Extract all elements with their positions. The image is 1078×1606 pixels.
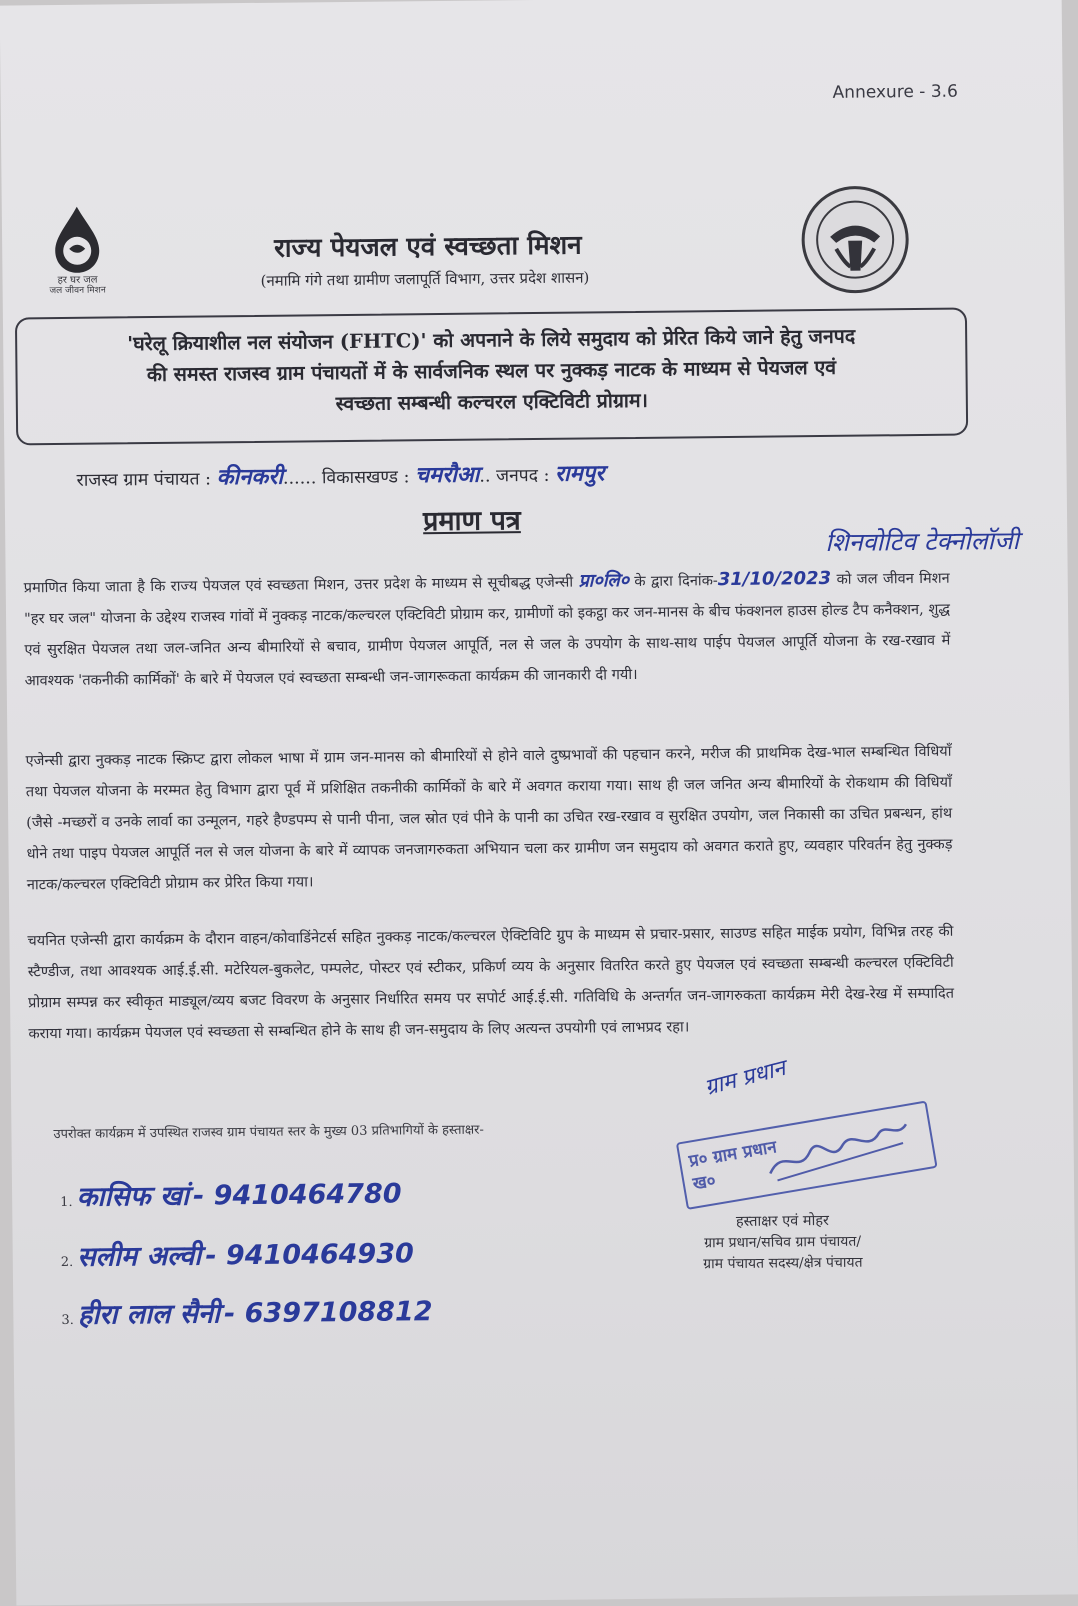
up-government-emblem: [800, 184, 911, 295]
pradhan-handwritten: ग्राम प्रधान: [702, 1055, 789, 1101]
participant-name: सलीम अल्वी: [77, 1240, 202, 1273]
signature-block: [666, 1210, 899, 1275]
signature-scribble: [759, 1106, 917, 1190]
banner-line: की समस्त राजस्व ग्राम पंचायतों में के सार्वजनिक स्थल पर नुक्कड़ नाटक के माध्यम से पेयजल एवं: [146, 355, 837, 387]
har-ghar-jal-logo: [22, 204, 133, 296]
banner-line: 'घरेलू क्रियाशील नल संयोजन (FHTC)' को अपनाने के लिये समुदाय को प्रेरित किये जाने हेतु जनपद: [127, 324, 856, 356]
para1-text-a: प्रमाणित किया जाता है कि राज्य पेयजल एवं स्वच्छता मिशन, उत्तर प्रदेश के माध्यम से सूचीबद्ध एजेन्सी: [23, 573, 574, 597]
participant-number: 3.: [61, 1312, 74, 1329]
participant-phone: - 9410464930: [205, 1238, 415, 1272]
district-value: रामपुर: [554, 461, 605, 487]
water-drop-icon: [45, 204, 110, 275]
agency-suffix: प्रा०लि०: [578, 570, 630, 592]
org-subtitle: (नमामि गंगे तथा ग्रामीण जलापूर्ति विभाग, उत्तर प्रदेश शासन): [260, 268, 590, 290]
block-label: विकासखण्ड :: [321, 467, 410, 489]
certificate-paragraph-2: एजेन्सी द्वारा नुक्कड़ नाटक स्क्रिप्ट द्वारा लोकल भाषा में ग्राम जन-मानस को बीमारियों से होने वाले दुष्प्रभावों की पहचान करने, मरीज की प्राथमिक देख-भाल सम्बन्धित विधियाँ तथा पेयजल योजना के मरम्मत हेतु विभाग द्वारा पूर्व में प्रशिक्षित तकनीकी कार्मिकों के बारे में अवगत कराया गया। साथ ही जल जनित अन्य बीमारियों के रोकथाम की विधियाँ (जैसे -मच्छरों व उनके लार्वा का उन्मूलन, गहरे हैण्डपम्प से पानी पीना, जल स्रोत एवं पीने के पानी का उचित रख-रखाव व सुरक्षित उपयोग, जल निकासी का उचित प्रबन्धन, हांथ धोने तथा पाइप पेयजल आपूर्ति नल से जल योजना के बारे में व्यापक जनजागरुकता अभियान चला कर ग्रामीण जन समुदाय को अवगत कराते हुए, व्यवहार परिवर्तन हेतु नुक्कड़ नाटक/कल्चरल एक्टिविटी प्रोग्राम कर प्रेरित किया गया।: [25, 742, 953, 894]
program-date: 31/10/2023: [717, 567, 832, 591]
participant-signature: [61, 1233, 414, 1274]
annexure-label: Annexure - 3.6: [832, 81, 958, 103]
participant-number: 2.: [60, 1254, 74, 1271]
program-banner: [15, 307, 968, 445]
gram-panchayat-label: राजस्व ग्राम पंचायत :: [76, 469, 212, 491]
block-value: चमरौआ: [414, 462, 480, 489]
para1-text-b: के द्वारा दिनांक-: [634, 572, 718, 590]
para1-text-c: को जल जीवन मिशन "हर घर जल" योजना के उद्देश्य राजस्व गांवों में नुक्कड़ नाटक/कल्चरल एक्टिविटी प्रोग्राम कर, ग्रामीणों को इकट्ठा कर जन-मानस के बीच फंक्शनल हाउस होल्ड टैप कनैक्शन, शुद्ध एवं सुरक्षित पेयजल तथा जल-जनित अन्य बीमारियों से बचाव, ग्रामीण पेयजल आपूर्ति, नल से जल के उपयोग के साथ-साथ पाईप पेयजल आपूर्ति योजना के रख-रखाव में आवश्यक 'तकनीकी कार्मिकों' के बारे में पेयजल एवं स्वच्छता सम्बन्धी जन-जागरूकता कार्यक्रम की जानकारी दी गयी।: [23, 569, 951, 690]
banner-text: [17, 320, 966, 423]
gram-panchayat-value: कीनकरी: [216, 464, 284, 491]
official-stamp: [676, 1101, 938, 1210]
participant-signature: [61, 1291, 433, 1332]
certificate-paragraph-1: [24, 562, 951, 697]
signature-heading: हस्ताक्षर एवं मोहर: [735, 1212, 830, 1230]
participant-phone: - 9410464780: [192, 1178, 402, 1212]
document-title: प्रमाण पत्र: [422, 505, 521, 538]
certificate-paragraph-3: चयनित एजेन्सी द्वारा कार्यक्रम के दौरान वाहन/कोवाडिंनेटर्स सहित नुक्कड़ नाटक/कल्चरल ऐक्टिविटि ग्रुप के माध्यम से प्रचार-प्रसार, साउण्ड सहित माईक प्रयोग, विभिन्न तरह की स्टैण्डीज, तथा आवश्यक आई.ई.सी. मटेरियल-बुकलेट, पम्पलेट, पोस्टर एवं स्टीकर, प्रकिर्ण व्यय के अनुसार वितरित करते हुए पेयजल एवं स्वच्छता सम्बन्धी कल्चरल एक्टिविटी प्रोग्राम सम्पन्न कर स्वीकृत माड्यूल/व्यय बजट विवरण के अनुसार निर्धारित समय पर सपोर्ट आई.ई.सी. गतिविधि के अन्तर्गत जन-जागरुकता कार्यक्रम मेरी देख-रेख में सम्पादित कराया गया। कार्यक्रम पेयजल एवं स्वच्छता से सम्बन्धित होने के साथ ही जन-समुदाय के लिए अत्यन्त उपयोगी एवं लाभप्रद रहा।: [27, 922, 955, 1043]
participant-signature: [60, 1173, 402, 1214]
stamp-line: ख०: [691, 1170, 718, 1195]
participant-name: हीरा लाल सैनी: [77, 1298, 221, 1331]
district-label: जनपद :: [495, 465, 550, 487]
stamp-line: प्र० ग्राम प्रधान: [687, 1137, 779, 1172]
participant-number: 1.: [60, 1194, 73, 1211]
participant-name: कासिफ खां: [76, 1180, 190, 1213]
org-title: राज्य पेयजल एवं स्वच्छता मिशन: [274, 230, 582, 264]
banner-line: स्वच्छता सम्बन्धी कल्चरल एक्टिविटी प्रोग्राम।: [335, 388, 649, 416]
logo-tagline-2: जल जीवन मिशन: [49, 285, 106, 297]
logo-tagline: हर घर जल: [57, 274, 98, 287]
participant-phone: - 6397108812: [223, 1296, 433, 1330]
location-line: राजस्व ग्राम पंचायत : कीनकरी...... विकासखण्ड : चमरौआ.. जनपद : रामपुर: [76, 461, 605, 491]
participants-intro: उपरोक्त कार्यक्रम में उपस्थित राजस्व ग्राम पंचायत स्तर के मुख्य 03 प्रतिभागियों के हस्ताक्षर-: [53, 1122, 484, 1143]
agency-name-handwritten: शिनवोटिव टेक्नोलॉजी: [825, 525, 1020, 557]
signature-designation: ग्राम पंचायत सदस्य/क्षेत्र पंचायत: [703, 1254, 863, 1273]
signature-designation: ग्राम प्रधान/सचिव ग्राम पंचायत/: [704, 1233, 862, 1252]
